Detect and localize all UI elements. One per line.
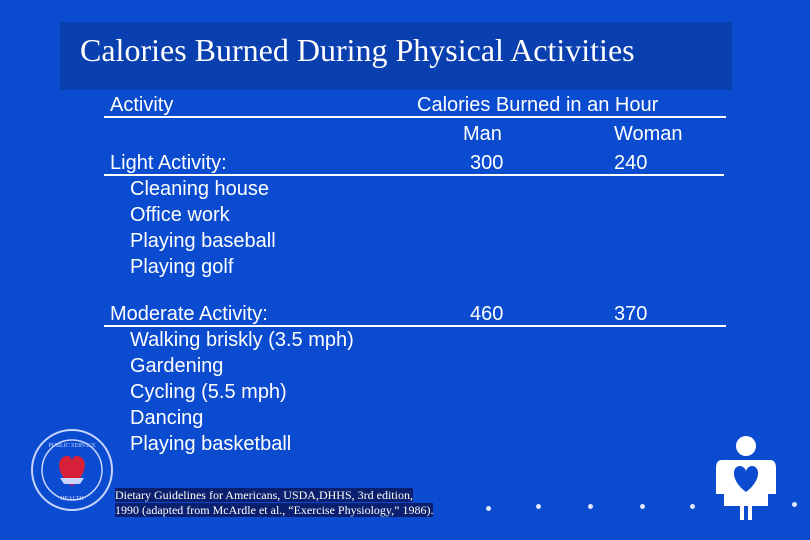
moderate-item: Walking briskly (3.5 mph) xyxy=(130,329,354,351)
svg-text:HEALTH: HEALTH xyxy=(60,496,84,502)
header-rule xyxy=(104,116,726,118)
decorative-dot xyxy=(690,504,695,509)
calories-header: Calories Burned in an Hour xyxy=(417,94,659,116)
light-woman-value: 240 xyxy=(614,152,648,174)
light-item: Playing golf xyxy=(130,256,234,278)
man-header: Man xyxy=(463,123,502,145)
light-activity-label: Light Activity: xyxy=(110,152,227,174)
source-line-1: Dietary Guidelines for Americans, USDA,DHHS, 3rd edition, xyxy=(115,488,413,502)
light-rule xyxy=(104,174,724,176)
moderate-item: Cycling (5.5 mph) xyxy=(130,381,287,403)
decorative-dot xyxy=(588,504,593,509)
moderate-item: Gardening xyxy=(130,355,224,377)
light-man-value: 300 xyxy=(470,152,504,174)
source-line-2: 1990 (adapted from McArdle et al., “Exercise Physiology,” 1986). xyxy=(115,503,434,517)
moderate-man-value: 460 xyxy=(470,303,504,325)
public-health-seal-icon xyxy=(30,428,114,512)
moderate-item: Playing basketball xyxy=(130,433,292,455)
moderate-woman-value: 370 xyxy=(614,303,648,325)
moderate-item: Dancing xyxy=(130,407,204,429)
moderate-rule xyxy=(104,325,726,327)
decorative-dot xyxy=(640,504,645,509)
decorative-dot xyxy=(536,504,541,509)
decorative-dot xyxy=(792,502,797,507)
source-citation xyxy=(115,488,433,518)
svg-text:PUBLIC SERVICE: PUBLIC SERVICE xyxy=(48,443,96,449)
heart-person-icon xyxy=(712,434,780,524)
decorative-dot xyxy=(486,506,491,511)
light-item: Playing baseball xyxy=(130,230,276,252)
activity-header: Activity xyxy=(110,94,174,116)
woman-header: Woman xyxy=(614,123,683,145)
light-item: Cleaning house xyxy=(130,178,269,200)
moderate-activity-label: Moderate Activity: xyxy=(110,303,268,325)
page-title: Calories Burned During Physical Activities xyxy=(80,32,635,68)
light-item: Office work xyxy=(130,204,230,226)
